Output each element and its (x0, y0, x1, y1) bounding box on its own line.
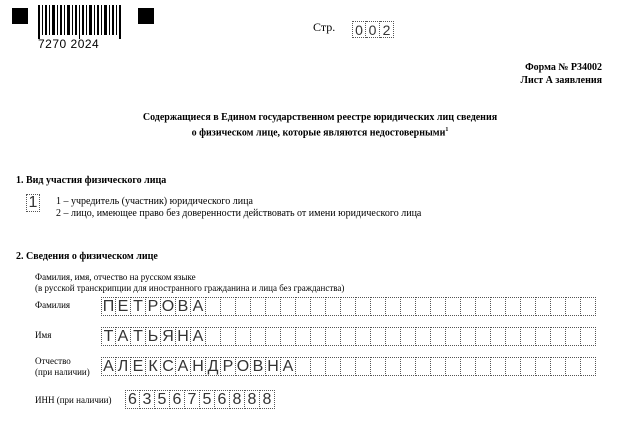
patronymic-cell (311, 357, 326, 376)
surname-label: Фамилия (35, 300, 71, 310)
name-cell (551, 327, 566, 346)
inn-cell: 8 (230, 390, 245, 409)
surname-cell: Т (131, 297, 146, 316)
corner-marker-right (138, 8, 154, 24)
name-cell (206, 327, 221, 346)
patronymic-cell (536, 357, 551, 376)
name-cell (446, 327, 461, 346)
patronymic-cell: В (251, 357, 266, 376)
surname-cell: В (176, 297, 191, 316)
inn-cell: 8 (245, 390, 260, 409)
form-code: Форма № Р34002 (525, 62, 602, 73)
name-cell (416, 327, 431, 346)
patronymic-cell: Е (131, 357, 146, 376)
title-line-2: о физическом лице, которые являются недостоверными$^1$ (191, 127, 449, 139)
patronymic-cell (386, 357, 401, 376)
name-cell (221, 327, 236, 346)
name-cell (296, 327, 311, 346)
surname-cell (236, 297, 251, 316)
surname-cell (551, 297, 566, 316)
inn-cell: 6 (125, 390, 140, 409)
patronymic-cell: Р (221, 357, 236, 376)
name-cell (506, 327, 521, 346)
surname-cell (341, 297, 356, 316)
patronymic-cell (446, 357, 461, 376)
patronymic-cell (581, 357, 596, 376)
participation-type-field[interactable] (26, 194, 40, 212)
surname-cell (491, 297, 506, 316)
title-footnote: 1 (445, 127, 449, 133)
name-cell (566, 327, 581, 346)
inn-cell: 5 (200, 390, 215, 409)
patronymic-cell: О (236, 357, 250, 375)
page-number-cell: 2 (380, 21, 394, 38)
patronymic-cell: С (161, 357, 176, 376)
surname-cell (251, 297, 266, 316)
surname-field[interactable] (101, 297, 596, 316)
patronymic-cell (431, 357, 446, 376)
patronymic-cell (416, 357, 431, 376)
patronymic-cell (341, 357, 356, 376)
inn-cell: 7 (185, 390, 200, 409)
page-number-field (352, 21, 394, 38)
name-field[interactable] (101, 327, 596, 346)
surname-cell (566, 297, 581, 316)
name-cell: Я (161, 327, 176, 346)
surname-cell: Р (146, 297, 161, 316)
page-number-cell: 0 (352, 21, 366, 38)
participation-options (56, 196, 421, 220)
surname-cell (221, 297, 236, 316)
patronymic-cell (356, 357, 371, 376)
surname-cell (281, 297, 296, 316)
barcode-number: 7270 2024 (38, 37, 100, 51)
patronymic-cell (326, 357, 341, 376)
inn-cell: 6 (170, 390, 185, 409)
surname-cell (476, 297, 491, 316)
surname-cell (416, 297, 431, 316)
form-sheet: Лист А заявления (520, 75, 602, 86)
patronymic-cell (491, 357, 506, 376)
patronymic-cell (461, 357, 476, 376)
patronymic-cell (506, 357, 521, 376)
name-cell (311, 327, 326, 346)
name-cell: Ь (146, 327, 161, 346)
patronymic-cell (371, 357, 386, 376)
surname-cell (536, 297, 551, 316)
name-cell (386, 327, 401, 346)
patronymic-cell: К (146, 357, 161, 376)
surname-cell (206, 297, 221, 316)
section1-title: 1. Вид участия физического лица (16, 175, 167, 186)
surname-cell (521, 297, 536, 316)
name-cell (266, 327, 281, 346)
participation-option-2: 2 – лицо, имеющее право без доверенности действовать от имени юридического лица (56, 208, 422, 219)
name-cell (371, 327, 386, 346)
name-cell (581, 327, 596, 346)
corner-marker-left (12, 8, 28, 24)
participation-option-1: 1 – учредитель (участник) юридического лица (56, 196, 253, 207)
patronymic-cell: Л (116, 357, 131, 376)
patronymic-field[interactable] (101, 357, 596, 376)
inn-cell: 6 (215, 390, 230, 409)
patronymic-cell (566, 357, 581, 376)
surname-cell (506, 297, 521, 316)
participation-type-cell: 1 (26, 194, 40, 212)
surname-cell (461, 297, 476, 316)
name-cell (356, 327, 371, 346)
name-cell: Н (176, 327, 191, 346)
surname-cell (356, 297, 371, 316)
inn-cell: 3 (140, 390, 155, 409)
surname-cell (581, 297, 596, 316)
name-cell (536, 327, 551, 346)
inn-cell: 5 (155, 390, 170, 409)
name-cell (251, 327, 266, 346)
inn-field[interactable] (125, 390, 275, 409)
inn-label: ИНН (при наличии) (35, 395, 112, 405)
patronymic-cell: Н (266, 357, 281, 376)
surname-cell (311, 297, 326, 316)
document-title (60, 111, 580, 139)
inn-cell: 8 (260, 390, 275, 409)
page-label: Стр. (313, 20, 336, 34)
surname-cell (326, 297, 341, 316)
barcode (38, 5, 122, 39)
name-cell (521, 327, 536, 346)
form-identifier (521, 61, 602, 87)
page-number-cell: 0 (366, 21, 380, 38)
surname-cell: П (102, 297, 115, 315)
name-cell: Т (131, 327, 146, 346)
patronymic-cell (401, 357, 416, 376)
section2-title: 2. Сведения о физическом лице (16, 251, 158, 262)
surname-cell (431, 297, 446, 316)
name-cell (461, 327, 476, 346)
surname-cell: А (191, 297, 206, 316)
surname-cell (386, 297, 401, 316)
surname-cell: О (161, 297, 175, 315)
name-label: Имя (35, 330, 52, 340)
name-language-note: Фамилия, имя, отчество на русском языке (в русской транскрипции для иностранного гражданина и лица без гражданства) (35, 272, 345, 293)
surname-cell (446, 297, 461, 316)
patronymic-cell: А (176, 357, 191, 376)
patronymic-cell (551, 357, 566, 376)
patronymic-cell (521, 357, 536, 376)
surname-cell (296, 297, 311, 316)
name-cell (341, 327, 356, 346)
patronymic-cell (296, 357, 311, 376)
patronymic-cell: А (101, 357, 116, 376)
title-line-1: Содержащиеся в Едином государственном реестре юридических лиц сведения (142, 112, 498, 123)
name-cell (491, 327, 506, 346)
patronymic-label: Отчество (при наличии) (35, 356, 90, 377)
name-cell (326, 327, 341, 346)
surname-cell: Е (116, 297, 131, 316)
name-cell (236, 327, 251, 346)
name-cell (281, 327, 296, 346)
name-cell: А (116, 327, 131, 346)
patronymic-cell (476, 357, 491, 376)
patronymic-cell: А (281, 357, 296, 376)
name-cell (401, 327, 416, 346)
name-cell (431, 327, 446, 346)
surname-cell (401, 297, 416, 316)
surname-cell (371, 297, 386, 316)
patronymic-cell: Д (206, 357, 221, 376)
name-cell: Т (101, 327, 116, 346)
patronymic-cell: Н (191, 357, 206, 376)
name-cell: А (191, 327, 206, 346)
name-cell (476, 327, 491, 346)
surname-cell (266, 297, 281, 316)
